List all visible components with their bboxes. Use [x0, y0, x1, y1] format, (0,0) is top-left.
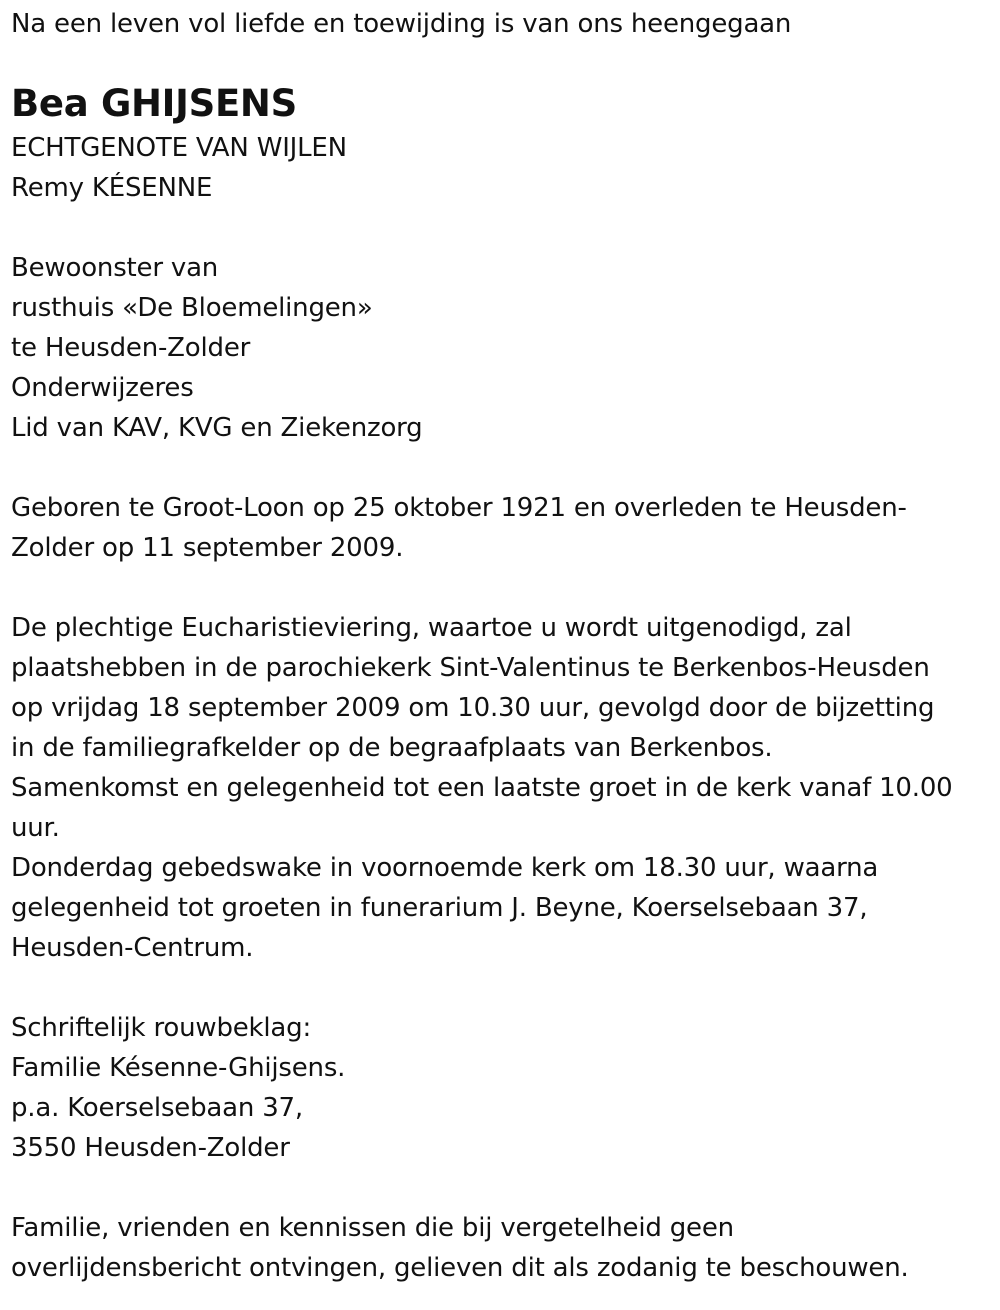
closing-line: overlijdensbericht ontvingen, gelieven dit als zodanig te beschouwen.	[11, 1253, 909, 1283]
spacer	[11, 448, 996, 488]
birth-death-line: Zolder op 11 september 2009.	[11, 533, 404, 563]
obituary-notice	[11, 4, 996, 1288]
condolences-address: 3550 Heusden-Zolder	[11, 1133, 290, 1163]
closing-line: Familie, vrienden en kennissen die bij vergetelheid geen	[11, 1213, 734, 1243]
condolences-family: Familie Késenne-Ghijsens.	[11, 1053, 346, 1083]
residence-line: Bewoonster van	[11, 253, 219, 283]
ceremony-line: in de familiegrafkelder op de begraafplaats van Berkenbos.	[11, 733, 773, 763]
ceremony-line: Samenkomst en gelegenheid tot een laatste groet in de kerk vanaf 10.00	[11, 773, 953, 803]
condolences-label: Schriftelijk rouwbeklag:	[11, 1013, 312, 1043]
residence-line: te Heusden-Zolder	[11, 333, 251, 363]
occupation: Onderwijzeres	[11, 373, 194, 403]
deceased-name: Bea GHIJSENS	[11, 82, 297, 125]
ceremony-line: Heusden-Centrum.	[11, 933, 254, 963]
condolences-address: p.a. Koerselsebaan 37,	[11, 1093, 303, 1123]
spouse-name: Remy KÉSENNE	[11, 173, 213, 203]
intro-text: Na een leven vol liefde en toewijding is van ons heengegaan	[11, 9, 792, 39]
ceremony-line: plaatshebben in de parochiekerk Sint-Valentinus te Berkenbos-Heusden	[11, 653, 930, 683]
spacer	[11, 968, 996, 1008]
birth-death-line: Geboren te Groot-Loon op 25 oktober 1921 en overleden te Heusden-	[11, 493, 907, 523]
spacer	[11, 568, 996, 608]
membership: Lid van KAV, KVG en Ziekenzorg	[11, 413, 423, 443]
ceremony-line: op vrijdag 18 september 2009 om 10.30 uur, gevolgd door de bijzetting	[11, 693, 935, 723]
ceremony-line: gelegenheid tot groeten in funerarium J. Beyne, Koerselsebaan 37,	[11, 893, 868, 923]
spacer	[11, 208, 996, 248]
ceremony-line: uur.	[11, 813, 60, 843]
residence-line: rusthuis «De Bloemelingen»	[11, 293, 373, 323]
ceremony-line: De plechtige Eucharistieviering, waartoe u wordt uitgenodigd, zal	[11, 613, 852, 643]
spacer	[11, 1168, 996, 1208]
spouse-relation: ECHTGENOTE VAN WIJLEN	[11, 133, 347, 163]
ceremony-line: Donderdag gebedswake in voornoemde kerk om 18.30 uur, waarna	[11, 853, 879, 883]
